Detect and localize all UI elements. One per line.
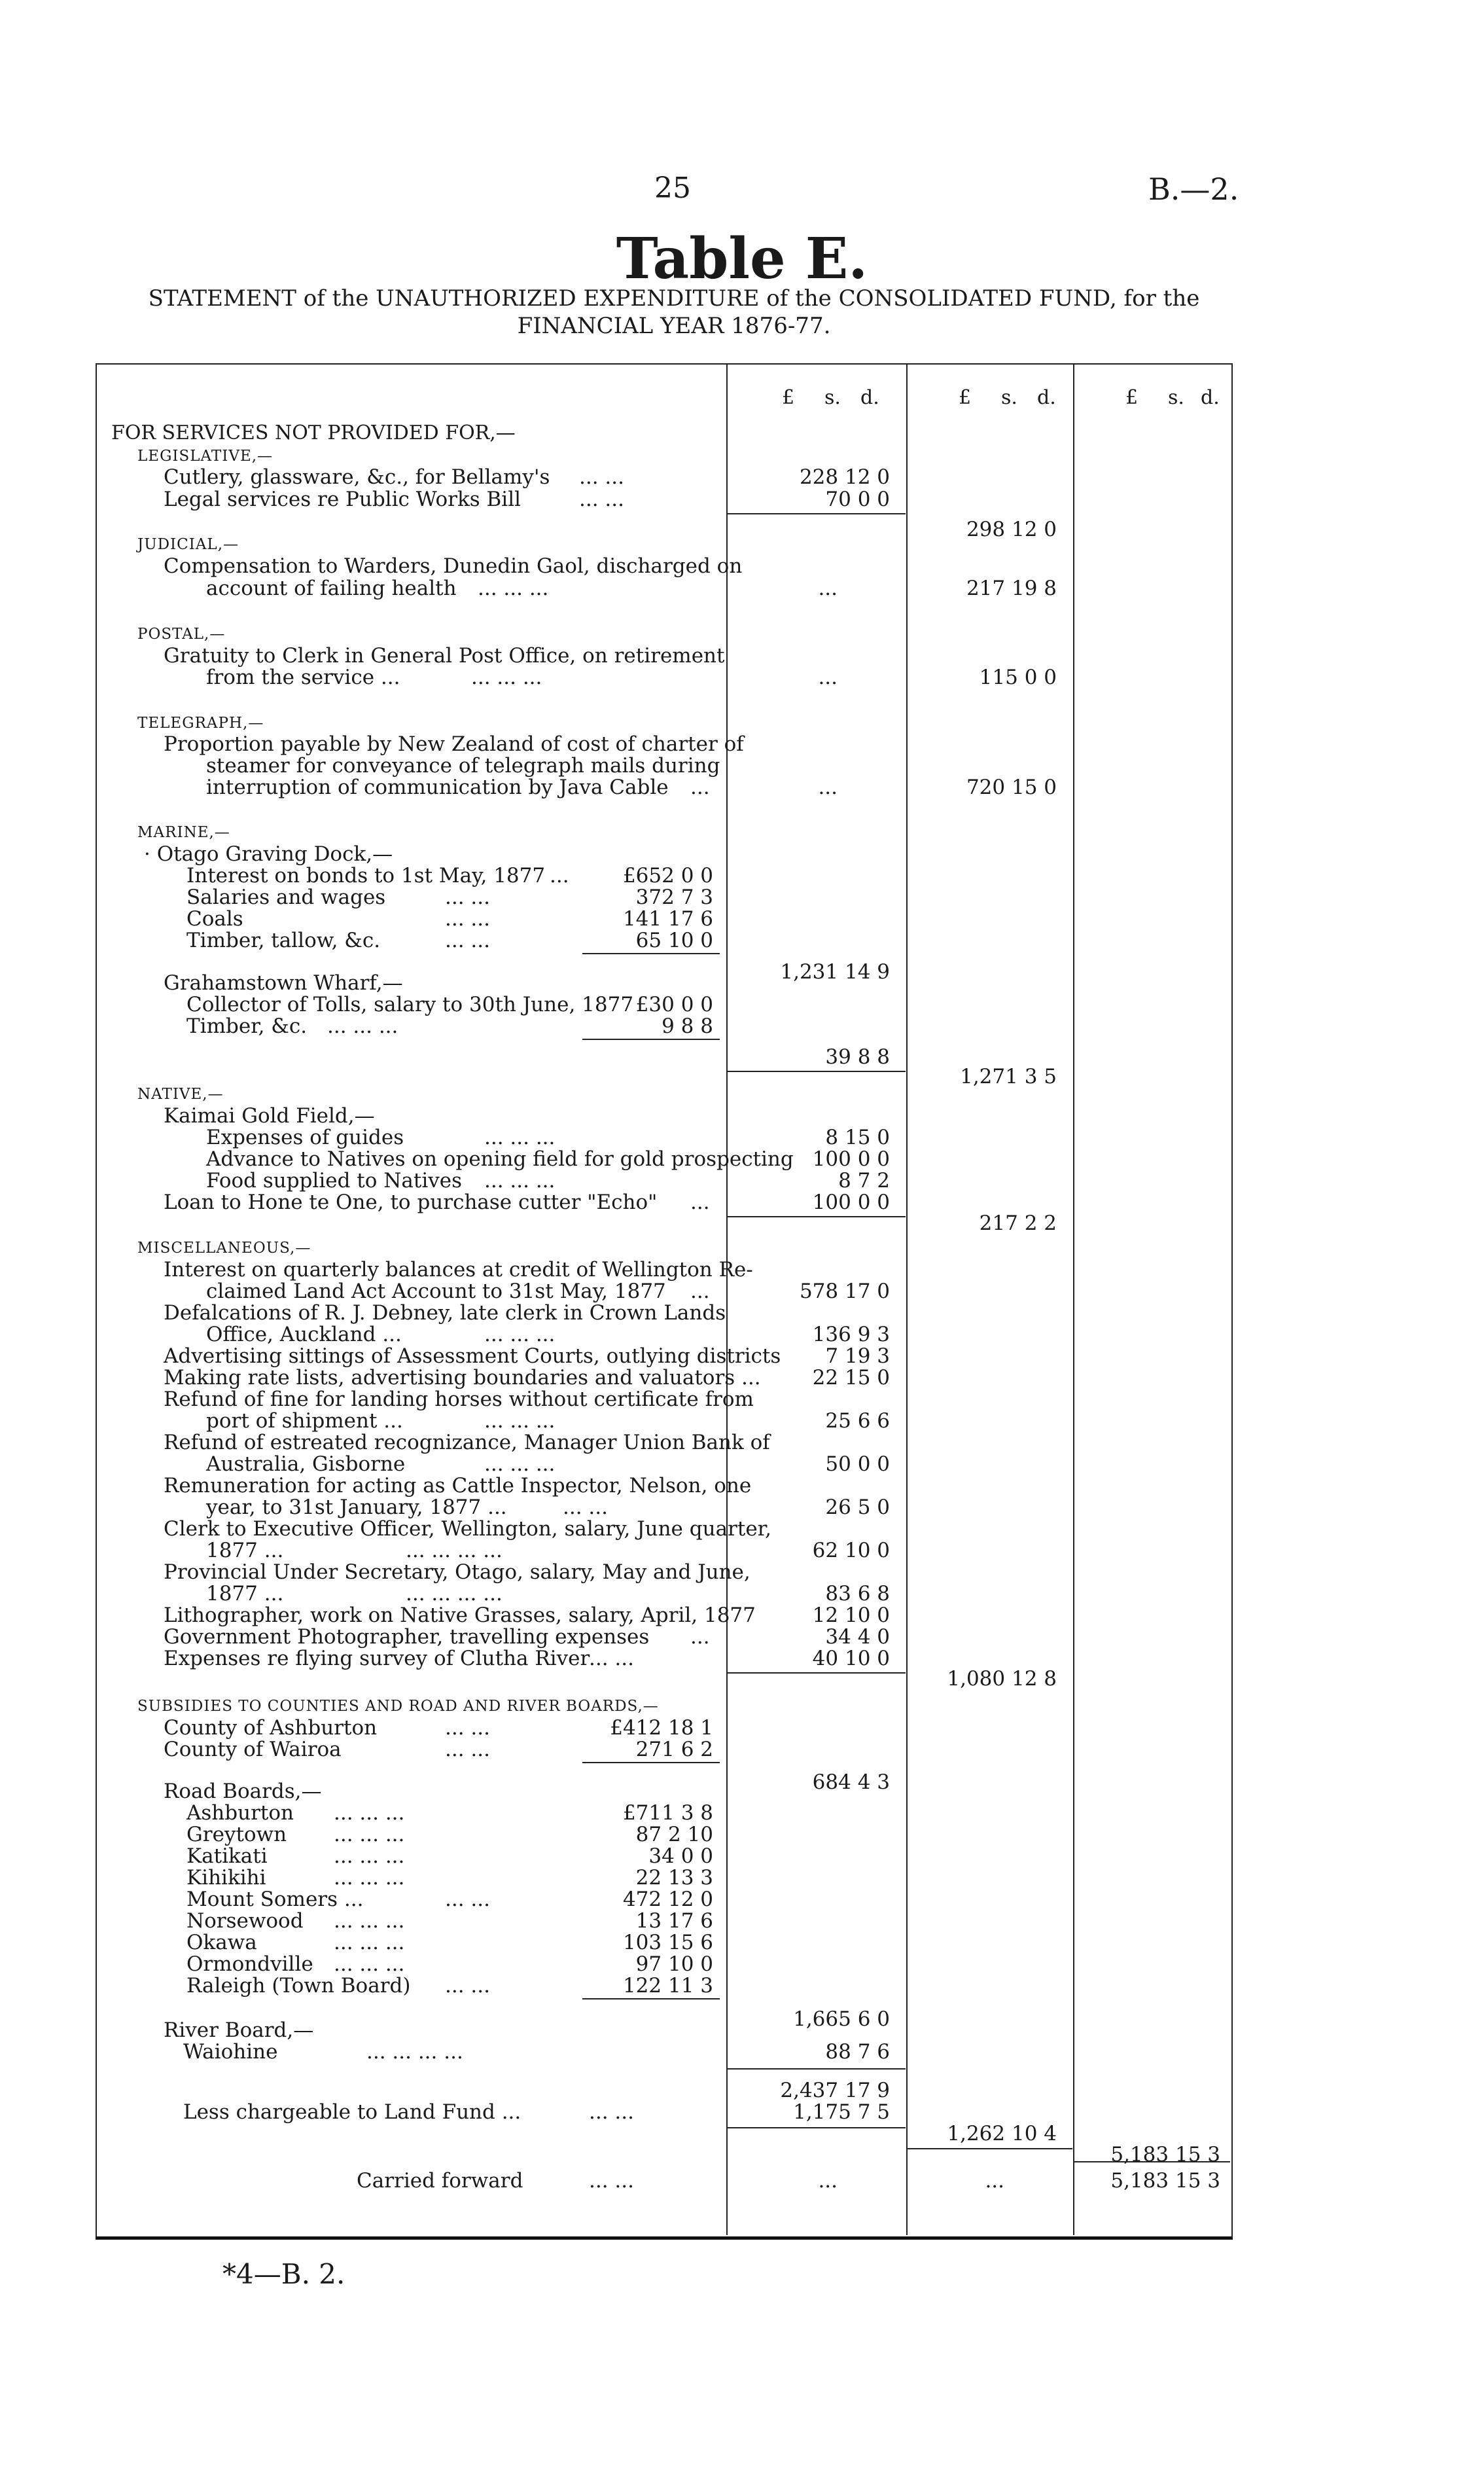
col1-amount: 25 6 6: [825, 1409, 890, 1433]
line-item: Compensation to Warders, Dunedin Gaol, discharged on: [164, 554, 743, 578]
leader-dots: ... ... ...: [327, 1014, 398, 1038]
inner-amount: 22 13 3: [635, 1866, 713, 1890]
header-shilling: s.: [1001, 386, 1017, 409]
line-item: Government Photographer, travelling expenses: [164, 1625, 650, 1649]
leader-dots: ... ... ...: [484, 1409, 556, 1433]
col1-amount: 228 12 0: [799, 465, 890, 489]
header-pound: £: [782, 386, 795, 409]
leader-dots: ... ...: [445, 1716, 490, 1740]
leader-dots: ... ...: [445, 1974, 490, 1998]
leader-dots: ... ... ...: [334, 1952, 405, 1976]
column-divider: [1073, 363, 1074, 2235]
line-item: port of shipment ...: [206, 1409, 403, 1433]
col1-amount: ...: [818, 2169, 838, 2193]
subtotal-rule: [728, 1216, 906, 1217]
line-item: Ormondville: [186, 1952, 313, 1976]
section-heading: POSTAL,—: [137, 626, 226, 643]
line-item: Advance to Natives on opening field for gold prospecting: [206, 1147, 794, 1171]
header-pence: d.: [1037, 386, 1056, 409]
col2-amount: 217 2 2: [979, 1211, 1057, 1235]
leader-dots: ... ...: [445, 1888, 490, 1911]
line-item: Katikati: [186, 1844, 268, 1868]
leader-dots: ... ... ...: [478, 577, 549, 600]
leader-dots: ... ...: [589, 1647, 634, 1670]
col1-amount: 684 4 3: [812, 1770, 890, 1794]
leader-dots: ... ...: [445, 1738, 490, 1761]
inner-amount: £30 0 0: [635, 993, 713, 1016]
col1-amount: 2,437 17 9: [780, 2079, 890, 2102]
col1-amount: 22 15 0: [812, 1366, 890, 1389]
section-heading: NATIVE,—: [137, 1086, 224, 1103]
line-item: Kaimai Gold Field,—: [164, 1104, 375, 1128]
subtotal-rule: [582, 953, 720, 954]
col1-amount: 70 0 0: [825, 488, 890, 511]
col1-amount: 12 10 0: [812, 1604, 890, 1627]
page-footer: *4—B. 2.: [222, 2258, 345, 2290]
inner-amount: £652 0 0: [622, 864, 713, 887]
col1-amount: 8 7 2: [838, 1169, 890, 1192]
col1-amount: 40 10 0: [812, 1647, 890, 1670]
leader-dots: ... ... ... ...: [406, 1582, 503, 1605]
inner-amount: 271 6 2: [635, 1738, 713, 1761]
leader-dots: ... ... ...: [484, 1323, 556, 1346]
inner-amount: 141 17 6: [622, 907, 713, 931]
line-item: Office, Auckland ...: [206, 1323, 402, 1346]
col2-amount: 298 12 0: [966, 518, 1057, 541]
line-item: County of Ashburton: [164, 1716, 378, 1740]
line-item: Refund of estreated recognizance, Manager Union Bank of: [164, 1431, 770, 1454]
header-pence: d.: [860, 386, 879, 409]
leader-dots: ... ... ...: [484, 1169, 556, 1192]
leader-dots: ... ...: [563, 1496, 608, 1519]
leader-dots: ... ... ... ...: [366, 2040, 463, 2064]
col1-amount: 100 0 0: [812, 1191, 890, 1214]
leader-dots: ... ...: [579, 465, 624, 489]
line-item: Grahamstown Wharf,—: [164, 971, 403, 995]
leader-dots: ... ...: [589, 2169, 634, 2193]
col1-amount: 34 4 0: [825, 1625, 890, 1649]
inner-amount: £412 18 1: [610, 1716, 713, 1740]
line-item: Ashburton: [186, 1801, 294, 1825]
col1-amount: 39 8 8: [825, 1045, 890, 1069]
subtotal-rule: [908, 2148, 1072, 2149]
line-item: · Otago Graving Dock,—: [144, 842, 393, 866]
col3-carried-forward: 5,183 15 3: [1110, 2169, 1220, 2193]
col2-amount: 217 19 8: [966, 577, 1057, 600]
col2-amount: 115 0 0: [979, 666, 1057, 689]
section-heading: FOR SERVICES NOT PROVIDED FOR,—: [111, 421, 516, 444]
line-item: Food supplied to Natives: [206, 1169, 462, 1192]
inner-amount: 65 10 0: [635, 929, 713, 952]
col1-amount: 1,665 6 0: [793, 2007, 890, 2031]
subtotal-rule: [728, 1672, 906, 1674]
col1-amount: 88 7 6: [825, 2040, 890, 2064]
line-item: Refund of fine for landing horses without certificate from: [164, 1388, 754, 1411]
subtotal-rule: [582, 1039, 720, 1040]
page-number: 25: [654, 171, 691, 205]
line-item: Loan to Hone te One, to purchase cutter "Echo": [164, 1191, 658, 1214]
leader-dots: ... ... ...: [334, 1931, 405, 1954]
line-item: account of failing health: [206, 577, 457, 600]
inner-amount: 122 11 3: [622, 1974, 713, 1998]
inner-amount: 103 15 6: [622, 1931, 713, 1954]
col2-amount: 1,271 3 5: [960, 1065, 1057, 1088]
subtotal-rule: [728, 2127, 906, 2128]
line-item: Provincial Under Secretary, Otago, salary, May and June,: [164, 1560, 751, 1584]
col1-amount: 1,175 7 5: [793, 2100, 890, 2124]
subtotal-rule: [728, 513, 906, 514]
leader-dots: ... ... ...: [484, 1452, 556, 1476]
line-item: Greytown: [186, 1823, 287, 1846]
col1-amount: 1,231 14 9: [780, 960, 890, 984]
line-item: Less chargeable to Land Fund ...: [183, 2100, 521, 2124]
leader-dots: ...: [690, 1191, 710, 1214]
document-reference: B.—2.: [1148, 171, 1239, 207]
line-item: County of Wairoa: [164, 1738, 342, 1761]
header-pound: £: [1125, 386, 1139, 409]
leader-dots: ... ... ...: [334, 1909, 405, 1933]
line-item: Raleigh (Town Board): [186, 1974, 411, 1998]
leader-dots: ...: [690, 1280, 710, 1303]
line-item: Collector of Tolls, salary to 30th June, 1877: [186, 993, 634, 1016]
line-item: 1877 ...: [206, 1539, 284, 1562]
line-item: interruption of communication by Java Cable: [206, 776, 669, 799]
section-heading: LEGISLATIVE,—: [137, 448, 274, 465]
table-subtitle: STATEMENT of the UNAUTHORIZED EXPENDITURE of the CONSOLIDATED FUND, for the FINANCIAL YEAR 1876-77.: [148, 285, 1200, 339]
col1-amount: 136 9 3: [812, 1323, 890, 1346]
leader-dots: ... ...: [445, 886, 490, 909]
section-heading: MARINE,—: [137, 824, 230, 841]
subtotal-rule: [728, 2068, 906, 2070]
leader-dots: ... ... ...: [334, 1844, 405, 1868]
subtotal-rule: [582, 1762, 720, 1763]
section-heading: SUBSIDIES TO COUNTIES AND ROAD AND RIVER BOARDS,—: [137, 1698, 659, 1715]
line-item: 1877 ...: [206, 1582, 284, 1605]
col1-amount: 83 6 8: [825, 1582, 890, 1605]
col2-amount: 720 15 0: [966, 776, 1057, 799]
line-item: Expenses re flying survey of Clutha River: [164, 1647, 590, 1670]
leader-dots: ... ...: [445, 929, 490, 952]
line-item: Cutlery, glassware, &c., for Bellamy's: [164, 465, 550, 489]
leader-dots: ... ... ... ...: [406, 1539, 503, 1562]
col1-amount: 50 0 0: [825, 1452, 890, 1476]
section-heading: TELEGRAPH,—: [137, 715, 264, 732]
line-item: Norsewood: [186, 1909, 304, 1933]
inner-amount: 87 2 10: [635, 1823, 713, 1846]
inner-amount: 372 7 3: [635, 886, 713, 909]
line-item: Clerk to Executive Officer, Wellington, salary, June quarter,: [164, 1517, 771, 1541]
col1-amount: 8 15 0: [825, 1126, 890, 1149]
line-item: Australia, Gisborne: [206, 1452, 406, 1476]
line-item: from the service ...: [206, 666, 400, 689]
inner-amount: 13 17 6: [635, 1909, 713, 1933]
header-shilling: s.: [1168, 386, 1184, 409]
line-item: Salaries and wages: [186, 886, 386, 909]
col1-amount: ...: [818, 666, 838, 689]
leader-dots: ... ... ...: [484, 1126, 556, 1149]
total-rule: [1074, 2161, 1230, 2162]
leader-dots: ...: [690, 776, 710, 799]
line-item: year, to 31st January, 1877 ...: [206, 1496, 507, 1519]
line-item: Making rate lists, advertising boundaries and valuators ...: [164, 1366, 761, 1389]
col2-amount: 1,080 12 8: [947, 1667, 1057, 1691]
section-heading: JUDICIAL,—: [137, 536, 239, 553]
leader-dots: ... ...: [589, 2100, 634, 2124]
line-item: Expenses of guides: [206, 1126, 404, 1149]
line-item: Timber, &c.: [186, 1014, 308, 1038]
line-item: Remuneration for acting as Cattle Inspector, Nelson, one: [164, 1474, 752, 1497]
col2-amount: ...: [985, 2169, 1004, 2193]
leader-dots: ...: [690, 1625, 710, 1649]
line-item: Interest on bonds to 1st May, 1877: [186, 864, 546, 887]
line-item: Advertising sittings of Assessment Courts, outlying districts: [164, 1344, 781, 1368]
subtotal-rule: [582, 1998, 720, 1999]
carried-forward-label: Carried forward: [357, 2169, 523, 2193]
line-item: Proportion payable by New Zealand of cost of charter of: [164, 732, 744, 756]
leader-dots: ... ... ...: [471, 666, 542, 689]
line-item: Gratuity to Clerk in General Post Office, on retirement: [164, 644, 725, 668]
line-item: Okawa: [186, 1931, 257, 1954]
col1-amount: 62 10 0: [812, 1539, 890, 1562]
line-item: Timber, tallow, &c.: [186, 929, 381, 952]
leader-dots: ... ... ...: [334, 1801, 405, 1825]
col1-amount: ...: [818, 776, 838, 799]
leader-dots: ... ...: [445, 907, 490, 931]
leader-dots: ... ...: [579, 488, 624, 511]
inner-amount: 97 10 0: [635, 1952, 713, 1976]
col2-amount: 1,262 10 4: [947, 2122, 1057, 2145]
line-item: Coals: [186, 907, 243, 931]
col1-amount: ...: [818, 577, 838, 600]
table-title: Table E.: [616, 226, 868, 292]
column-divider: [726, 363, 728, 2235]
subtotal-rule: [728, 1071, 906, 1072]
line-item: Kihikihi: [186, 1866, 266, 1890]
line-item: steamer for conveyance of telegraph mails during: [206, 754, 720, 778]
col1-amount: 26 5 0: [825, 1496, 890, 1519]
line-item: River Board,—: [164, 2018, 314, 2042]
col3-total: 5,183 15 3: [1110, 2143, 1220, 2166]
header-pence: d.: [1201, 386, 1220, 409]
line-item: claimed Land Act Account to 31st May, 1877: [206, 1280, 666, 1303]
inner-amount: 9 8 8: [662, 1014, 713, 1038]
line-item: Defalcations of R. J. Debney, late clerk in Crown Lands: [164, 1301, 726, 1325]
section-heading: MISCELLANEOUS,—: [137, 1240, 311, 1257]
header-pound: £: [959, 386, 972, 409]
leader-dots: ... ... ...: [334, 1823, 405, 1846]
leader-dots: ...: [550, 864, 569, 887]
inner-amount: £711 3 8: [622, 1801, 713, 1825]
line-item: Lithographer, work on Native Grasses, salary, April, 1877: [164, 1604, 756, 1627]
header-shilling: s.: [824, 386, 841, 409]
column-divider: [906, 363, 908, 2235]
col1-amount: 100 0 0: [812, 1147, 890, 1171]
leader-dots: ... ... ...: [334, 1866, 405, 1890]
line-item: Interest on quarterly balances at credit of Wellington Re-: [164, 1258, 753, 1282]
col1-amount: 578 17 0: [799, 1280, 890, 1303]
line-item: Legal services re Public Works Bill: [164, 488, 521, 511]
line-item: Waiohine: [183, 2040, 278, 2064]
line-item: Road Boards,—: [164, 1780, 322, 1803]
inner-amount: 34 0 0: [648, 1844, 713, 1868]
inner-amount: 472 12 0: [622, 1888, 713, 1911]
col1-amount: 7 19 3: [825, 1344, 890, 1368]
line-item: Mount Somers ...: [186, 1888, 364, 1911]
